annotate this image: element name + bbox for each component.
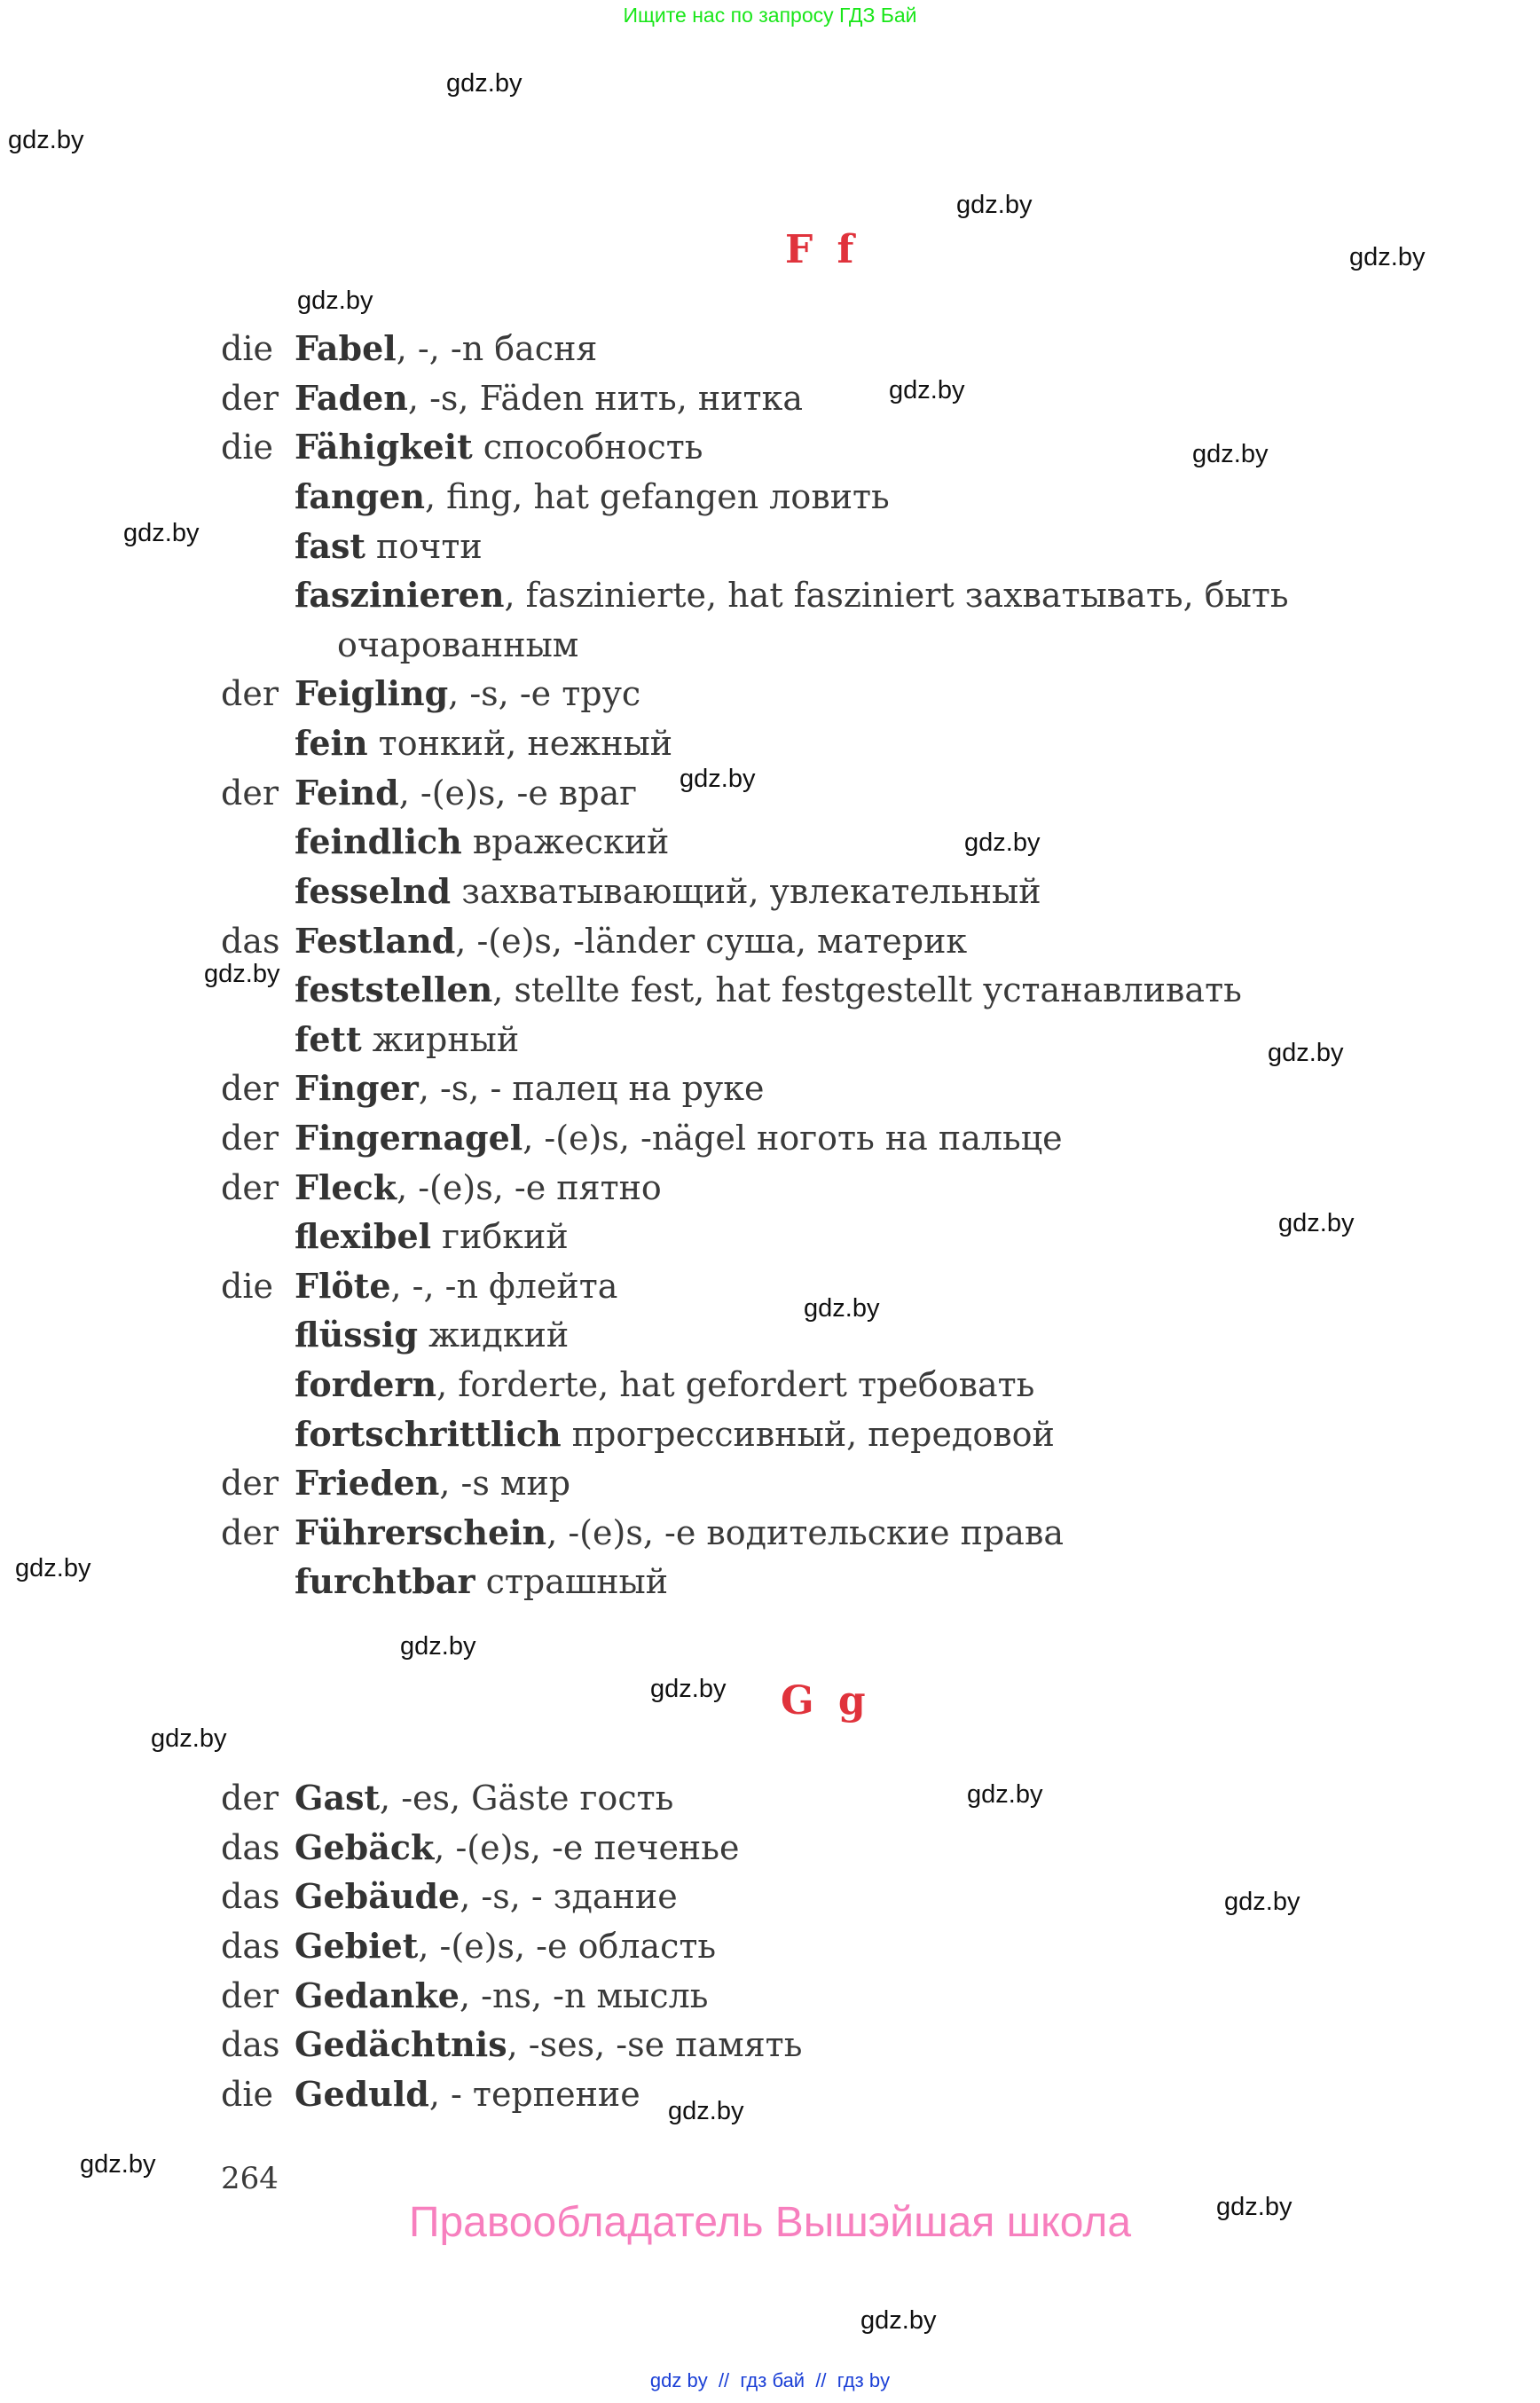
entry-headword: Feind — [295, 773, 399, 813]
entry-headword: feindlich — [295, 821, 462, 861]
entry-article: der — [221, 379, 279, 418]
entry-article: die — [221, 1267, 273, 1306]
watermark: gdz.by — [1278, 1209, 1355, 1237]
entry-article: der — [221, 1168, 279, 1207]
watermark: gdz.by — [860, 2306, 937, 2335]
entry-definition: , -es, Gäste гость — [380, 1779, 674, 1818]
watermark: gdz.by — [15, 1554, 91, 1582]
entry-headword: fesselnd — [295, 871, 452, 911]
watermark: gdz.by — [123, 519, 200, 547]
entry-headword: fortschrittlich — [295, 1414, 562, 1454]
entry-definition: , -, -n флейта — [390, 1267, 618, 1306]
entry-headword: Festland — [295, 921, 456, 961]
top-banner: Ищите нас по запросу ГДЗ Бай — [623, 4, 917, 27]
entry-headword: Gebäude — [295, 1876, 460, 1916]
page-number: 264 — [221, 2161, 279, 2196]
entry-headword: Frieden — [295, 1463, 440, 1503]
entry-headword: fein — [295, 723, 368, 763]
watermark: gdz.by — [151, 1724, 227, 1753]
entry-headword: Gedächtnis — [295, 2024, 507, 2064]
entry-headword: Gebäck — [295, 1827, 435, 1867]
watermark: gdz.by — [956, 191, 1033, 219]
entry-headword: Geduld — [295, 2074, 429, 2114]
watermark: gdz.by — [1224, 1888, 1300, 1916]
entry-definition: прогрессивный, передовой — [561, 1415, 1055, 1454]
entry-definition: , -s, - палец на руке — [418, 1069, 765, 1108]
watermark: gdz.by — [446, 69, 522, 98]
entry-definition: очарованным — [337, 625, 579, 664]
entry-definition: , -(e)s, -e враг — [398, 774, 638, 813]
letter-heading-g: G g — [781, 1678, 871, 1724]
entry-article: die — [221, 2075, 273, 2114]
entry-article: das — [221, 2025, 280, 2064]
watermark: gdz.by — [204, 960, 280, 988]
entry-article: der — [221, 1119, 279, 1158]
entry-definition: , -s мир — [439, 1464, 571, 1503]
entry-definition: , -(e)s, -nägel ноготь на пальце — [522, 1119, 1063, 1158]
entry-headword: Gedanke — [295, 1975, 460, 2015]
entry-definition: , -ns, -n мысль — [459, 1976, 709, 2015]
entry-definition: страшный — [475, 1562, 669, 1601]
entry-headword: furchtbar — [295, 1561, 475, 1601]
entry-article: das — [221, 922, 280, 961]
entry-definition: , fing, hat gefangen ловить — [424, 477, 890, 516]
watermark: gdz.by — [1349, 243, 1426, 271]
entry-definition: , forderte, hat gefordert требовать — [436, 1365, 1035, 1404]
entry-definition: , stellte fest, hat festgestellt устанавливать — [492, 970, 1242, 1009]
watermark: gdz.by — [1216, 2193, 1292, 2221]
entry-article: der — [221, 1779, 279, 1818]
entry-definition: , -s, - здание — [460, 1877, 678, 1916]
entry-headword: Fingernagel — [295, 1118, 523, 1158]
watermark: gdz.by — [400, 1632, 476, 1661]
entry-definition: , -s, Fäden нить, нитка — [407, 379, 803, 418]
entry-definition: , -(e)s, -länder суша, материк — [455, 922, 968, 961]
entry-definition: гибкий — [431, 1217, 569, 1256]
entry-headword: Gast — [295, 1778, 381, 1818]
footer-links[interactable]: gdz by // гдз бай // гдз by — [649, 2369, 891, 2391]
entry-article: das — [221, 1828, 280, 1867]
watermark: gdz.by — [967, 1780, 1043, 1809]
entry-headword: fordern — [295, 1364, 437, 1404]
letter-heading-f: F f — [785, 227, 860, 272]
entry-headword: fett — [295, 1019, 362, 1059]
entry-definition: жидкий — [418, 1315, 570, 1355]
watermark: gdz.by — [80, 2150, 156, 2179]
entry-headword: faszinieren — [295, 575, 505, 615]
watermark: gdz.by — [650, 1675, 727, 1703]
entry-headword: fangen — [295, 476, 425, 516]
entry-definition: , -(e)s, -e область — [418, 1927, 717, 1966]
entry-definition: , -(e)s, -e водительские права — [546, 1513, 1065, 1552]
entry-article: der — [221, 674, 279, 713]
entry-article: das — [221, 1927, 280, 1966]
entry-headword: Flöte — [295, 1266, 391, 1306]
entry-definition: , -, -n басня — [396, 329, 598, 368]
entry-article: der — [221, 1069, 279, 1108]
entry-definition: , faszinierte, hat fasziniert захватывать, быть — [504, 576, 1289, 615]
entry-headword: Führerschein — [295, 1512, 547, 1552]
watermark: gdz.by — [1268, 1039, 1344, 1067]
entry-headword: Fabel — [295, 328, 397, 368]
entry-definition: способность — [472, 428, 703, 467]
entry-headword: flexibel — [295, 1216, 432, 1256]
entry-headword: Faden — [295, 378, 408, 418]
entry-headword: Gebiet — [295, 1926, 419, 1966]
entry-article: die — [221, 428, 273, 467]
watermark: gdz.by — [964, 828, 1041, 857]
watermark: gdz.by — [680, 765, 756, 793]
entry-headword: Feigling — [295, 673, 449, 713]
entry-headword: Finger — [295, 1068, 419, 1108]
entry-definition: , -ses, -se память — [507, 2025, 803, 2064]
entry-definition: тонкий, нежный — [367, 724, 673, 763]
watermark: gdz.by — [804, 1294, 880, 1323]
watermark: gdz.by — [297, 287, 373, 315]
entry-article: das — [221, 1877, 280, 1916]
entry-headword: feststellen — [295, 970, 493, 1009]
entry-definition: жирный — [361, 1020, 520, 1059]
entry-article: der — [221, 1976, 279, 2015]
copyright-notice: Правообладатель Вышэйшая школа — [408, 2199, 1132, 2246]
entry-definition: , -s, -e трус — [448, 674, 641, 713]
entry-headword: flüssig — [295, 1315, 419, 1355]
entry-definition: , -(e)s, -e пятно — [397, 1168, 662, 1207]
watermark: gdz.by — [1192, 440, 1269, 468]
entry-definition: почти — [365, 527, 483, 566]
entry-headword: Fähigkeit — [295, 427, 473, 467]
entry-headword: fast — [295, 526, 365, 566]
entry-article: die — [221, 329, 273, 368]
watermark: gdz.by — [8, 126, 84, 154]
entry-article: der — [221, 1513, 279, 1552]
entry-definition: вражеский — [461, 822, 670, 861]
watermark: gdz.by — [889, 376, 965, 404]
entry-definition: , - терпение — [428, 2075, 640, 2114]
entry-definition: , -(e)s, -e печенье — [434, 1828, 740, 1867]
entry-article: der — [221, 774, 279, 813]
entry-definition: захватывающий, увлекательный — [451, 872, 1041, 911]
entry-headword: Fleck — [295, 1167, 397, 1207]
watermark: gdz.by — [668, 2097, 744, 2125]
entry-article: der — [221, 1464, 279, 1503]
